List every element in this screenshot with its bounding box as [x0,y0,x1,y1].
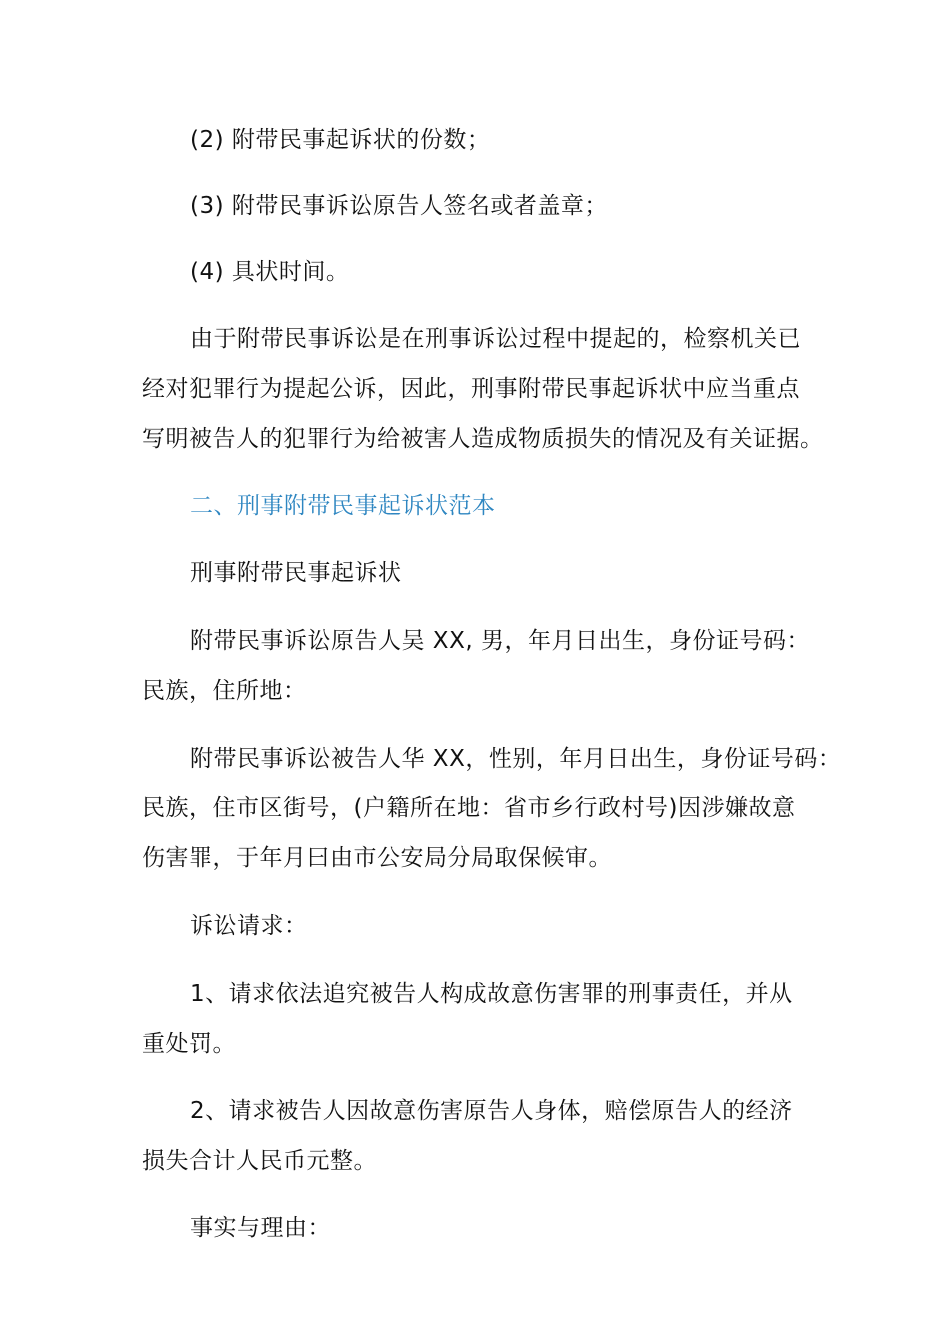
paragraph-line: 写明被告人的犯罪行为给被害人造成物质损失的情况及有关证据。 [142,426,824,452]
plaintiff-line: 民族，住所地： [142,678,307,704]
plaintiff-line: 附带民事诉讼原告人吴 XX, 男，年月日出生，身份证号码： [190,628,810,654]
claim-item: 重处罚。 [142,1031,236,1057]
claim-item: 1、请求依法追究被告人构成故意伤害罪的刑事责任，并从 [190,981,793,1007]
list-item-4: (4) 具状时间。 [190,259,350,285]
section-heading: 二、刑事附带民事起诉状范本 [190,493,496,519]
list-item-3: (3) 附带民事诉讼原告人签名或者盖章； [190,193,608,219]
defendant-line: 伤害罪，于年月曰由市公安局分局取保候审。 [142,845,612,871]
claims-heading: 诉讼请求： [190,913,308,939]
list-item-2: (2) 附带民事起诉状的份数； [190,127,491,153]
defendant-line: 附带民事诉讼被告人华 XX，性别，年月日出生，身份证号码： [190,746,842,772]
paragraph-line: 经对犯罪行为提起公诉，因此，刑事附带民事起诉状中应当重点 [142,376,800,402]
claim-item: 2、请求被告人因故意伤害原告人身体，赔偿原告人的经济 [190,1098,793,1124]
claim-item: 损失合计人民币元整。 [142,1148,377,1174]
paragraph-line: 由于附带民事诉讼是在刑事诉讼过程中提起的，检察机关已 [190,326,801,352]
facts-heading: 事实与理由： [190,1215,331,1241]
defendant-line: 民族，住市区街号，(户籍所在地：省市乡行政村号)因涉嫌故意 [142,795,796,821]
document-title: 刑事附带民事起诉状 [190,560,402,586]
